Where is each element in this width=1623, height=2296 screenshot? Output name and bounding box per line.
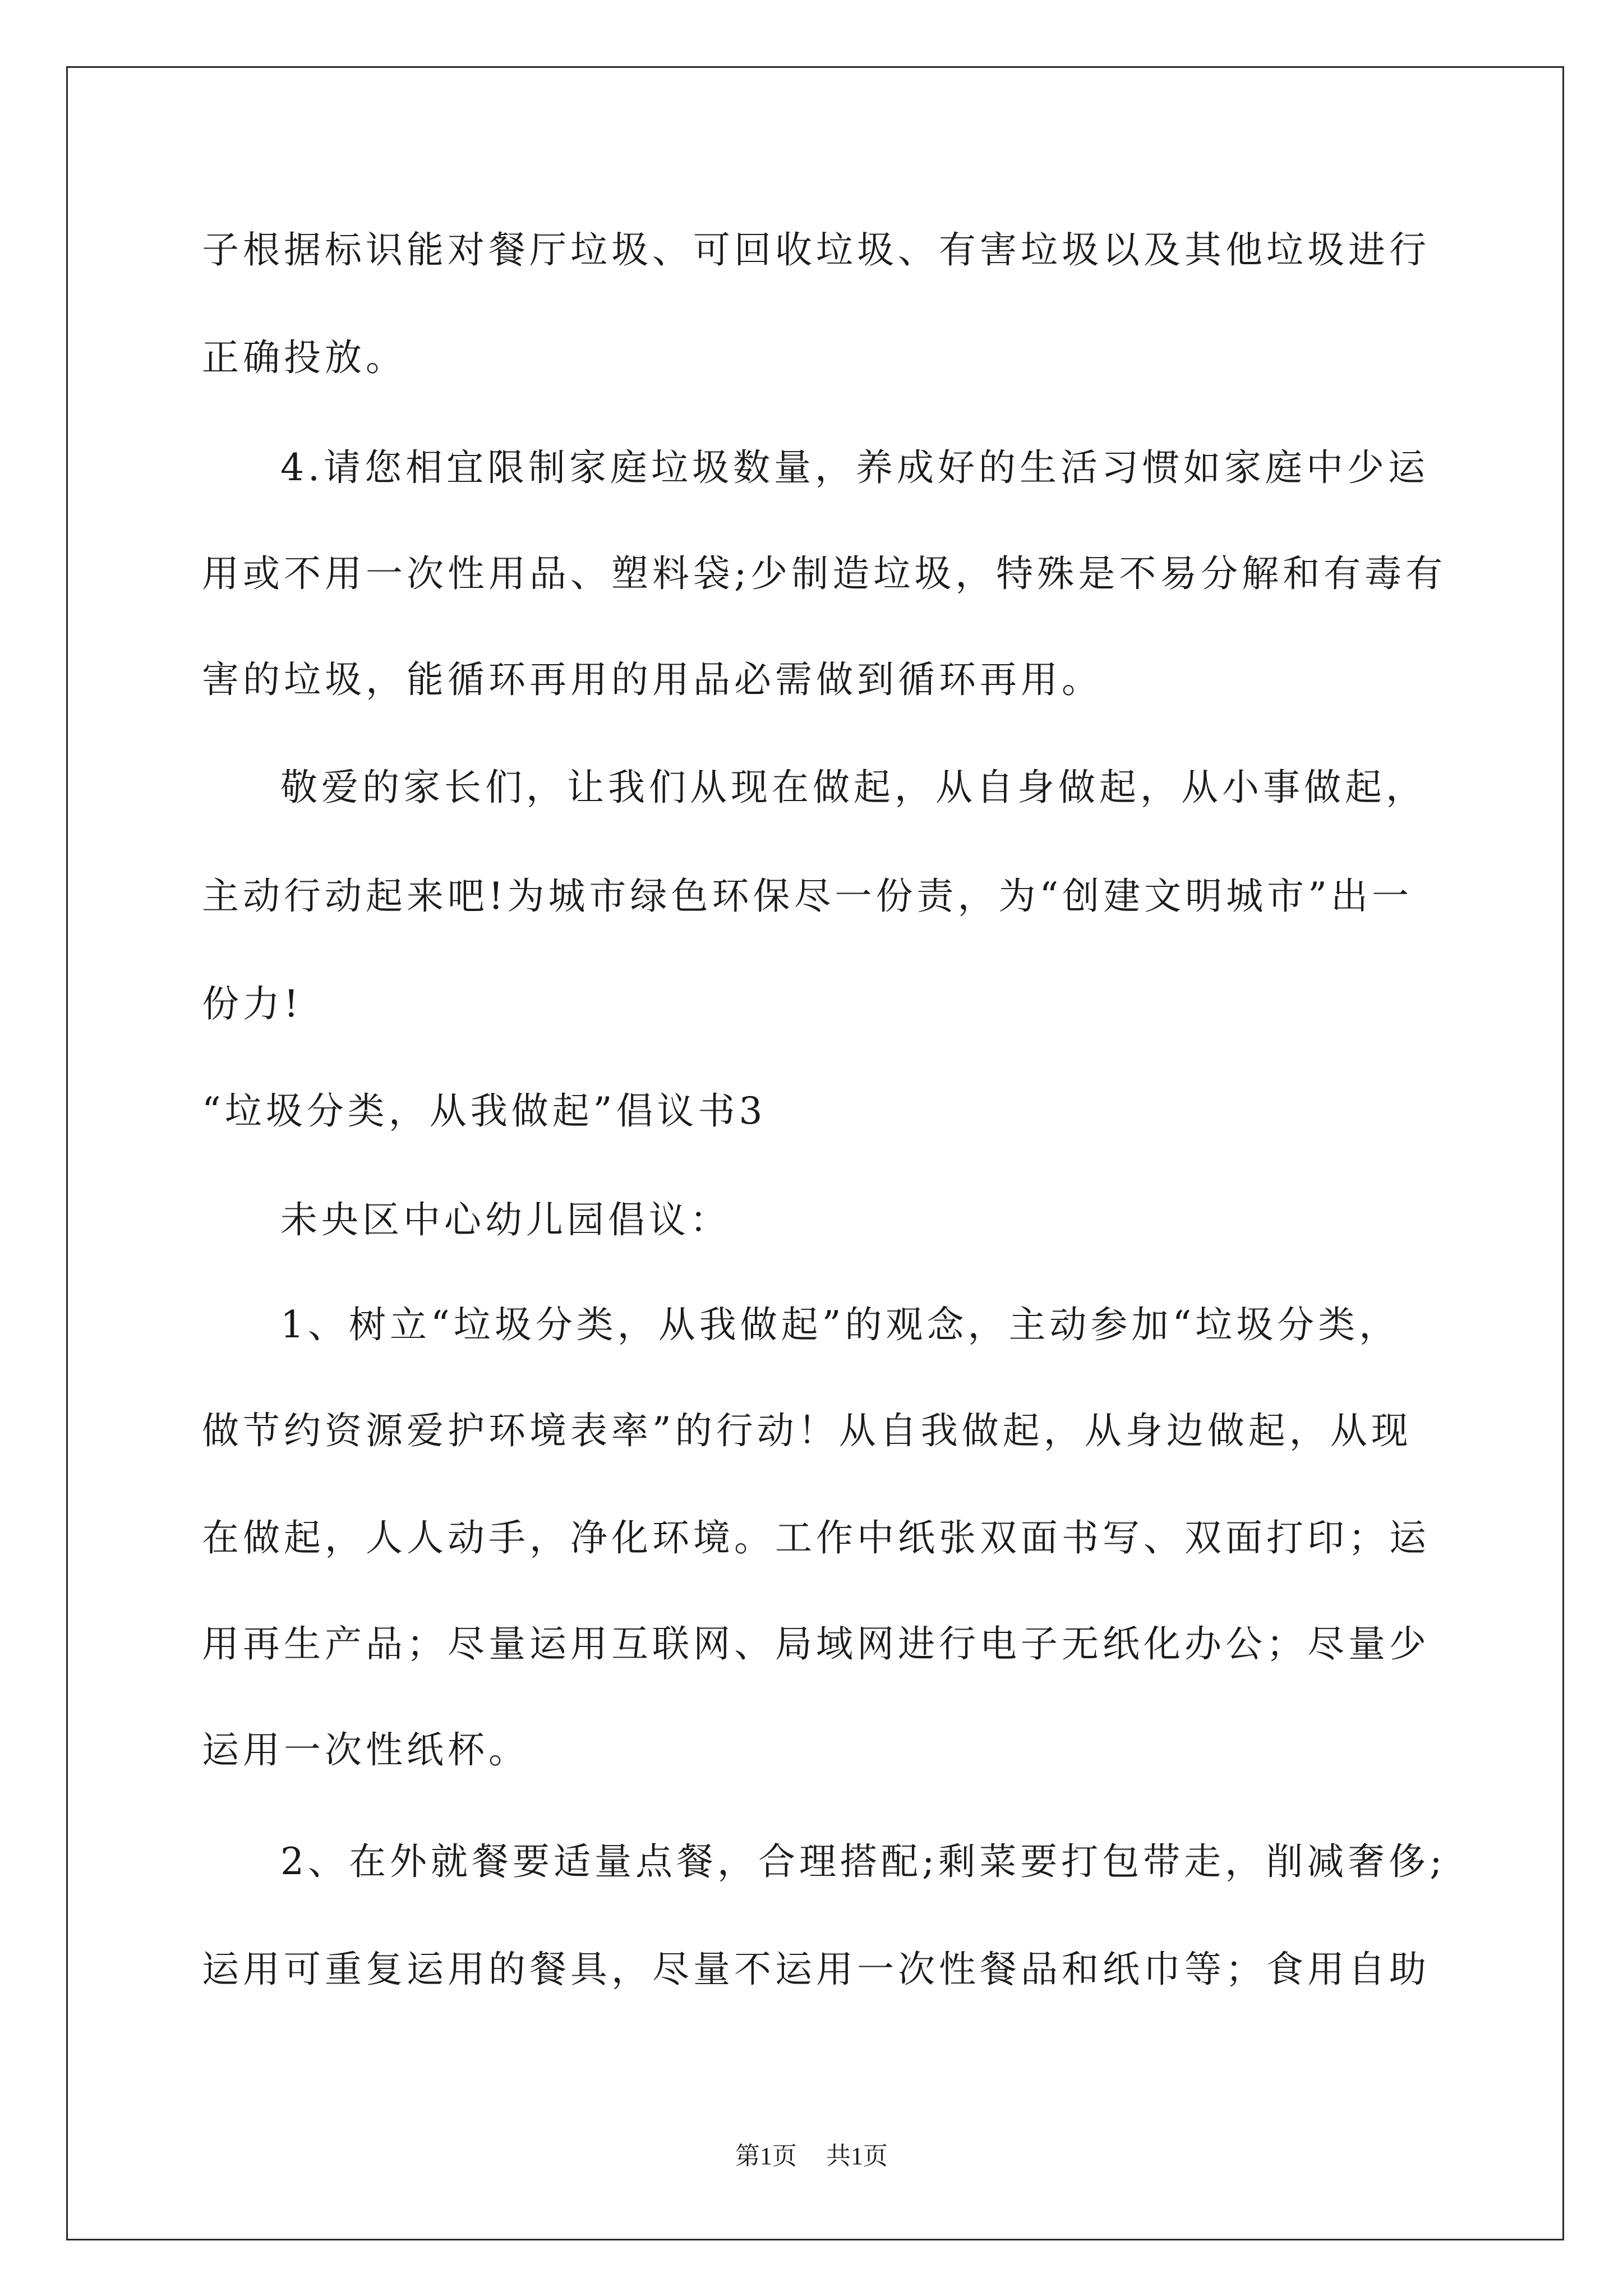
text-line: 正确投放。 — [202, 336, 407, 379]
text-line: 运用一次性纸杯。 — [202, 1728, 529, 1772]
text-line: 在做起，人人动手，净化环境。工作中纸张双面书写、双面打印；运 — [202, 1516, 1430, 1559]
page-footer — [0, 2139, 1623, 2173]
text-line: 敬爱的家长们，让我们从现在做起，从自身做起，从小事做起， — [280, 766, 1427, 809]
text-line: 用或不用一次性用品、塑料袋;少制造垃圾，特殊是不易分解和有毒有 — [202, 552, 1447, 595]
text-line: 主动行动起来吧!为城市绿色环保尽一份责，为“创建文明城市”出一 — [202, 875, 1413, 918]
text-line: 害的垃圾，能循环再用的用品必需做到循环再用。 — [202, 658, 1103, 701]
text-line: 份力! — [202, 982, 303, 1025]
text-line: 子根据标识能对餐厅垃圾、可回收垃圾、有害垃圾以及其他垃圾进行 — [202, 228, 1430, 272]
text-line: 1、树立“垃圾分类，从我做起”的观念，主动参加“垃圾分类， — [280, 1303, 1400, 1346]
text-line: 4.请您相宜限制家庭垃圾数量，养成好的生活习惯如家庭中少运 — [280, 446, 1429, 489]
salutation: 未央区中心幼儿园倡议： — [280, 1198, 731, 1241]
page-total: 共1页 — [826, 2142, 888, 2170]
text-line: 用再生产品；尽量运用互联网、局域网进行电子无纸化办公；尽量少 — [202, 1622, 1430, 1665]
page-number: 第1页 — [735, 2142, 797, 2170]
text-line: 运用可重复运用的餐具，尽量不运用一次性餐品和纸巾等；食用自助 — [202, 1948, 1430, 1991]
section-title: “垃圾分类，从我做起”倡议书3 — [202, 1089, 767, 1133]
page-border — [66, 66, 1564, 2240]
text-line: 2、在外就餐要适量点餐，合理搭配;剩菜要打包带走，削减奢侈; — [280, 1840, 1446, 1883]
text-line: 做节约资源爱护环境表率”的行动！从自我做起，从身边做起，从现 — [202, 1409, 1412, 1452]
